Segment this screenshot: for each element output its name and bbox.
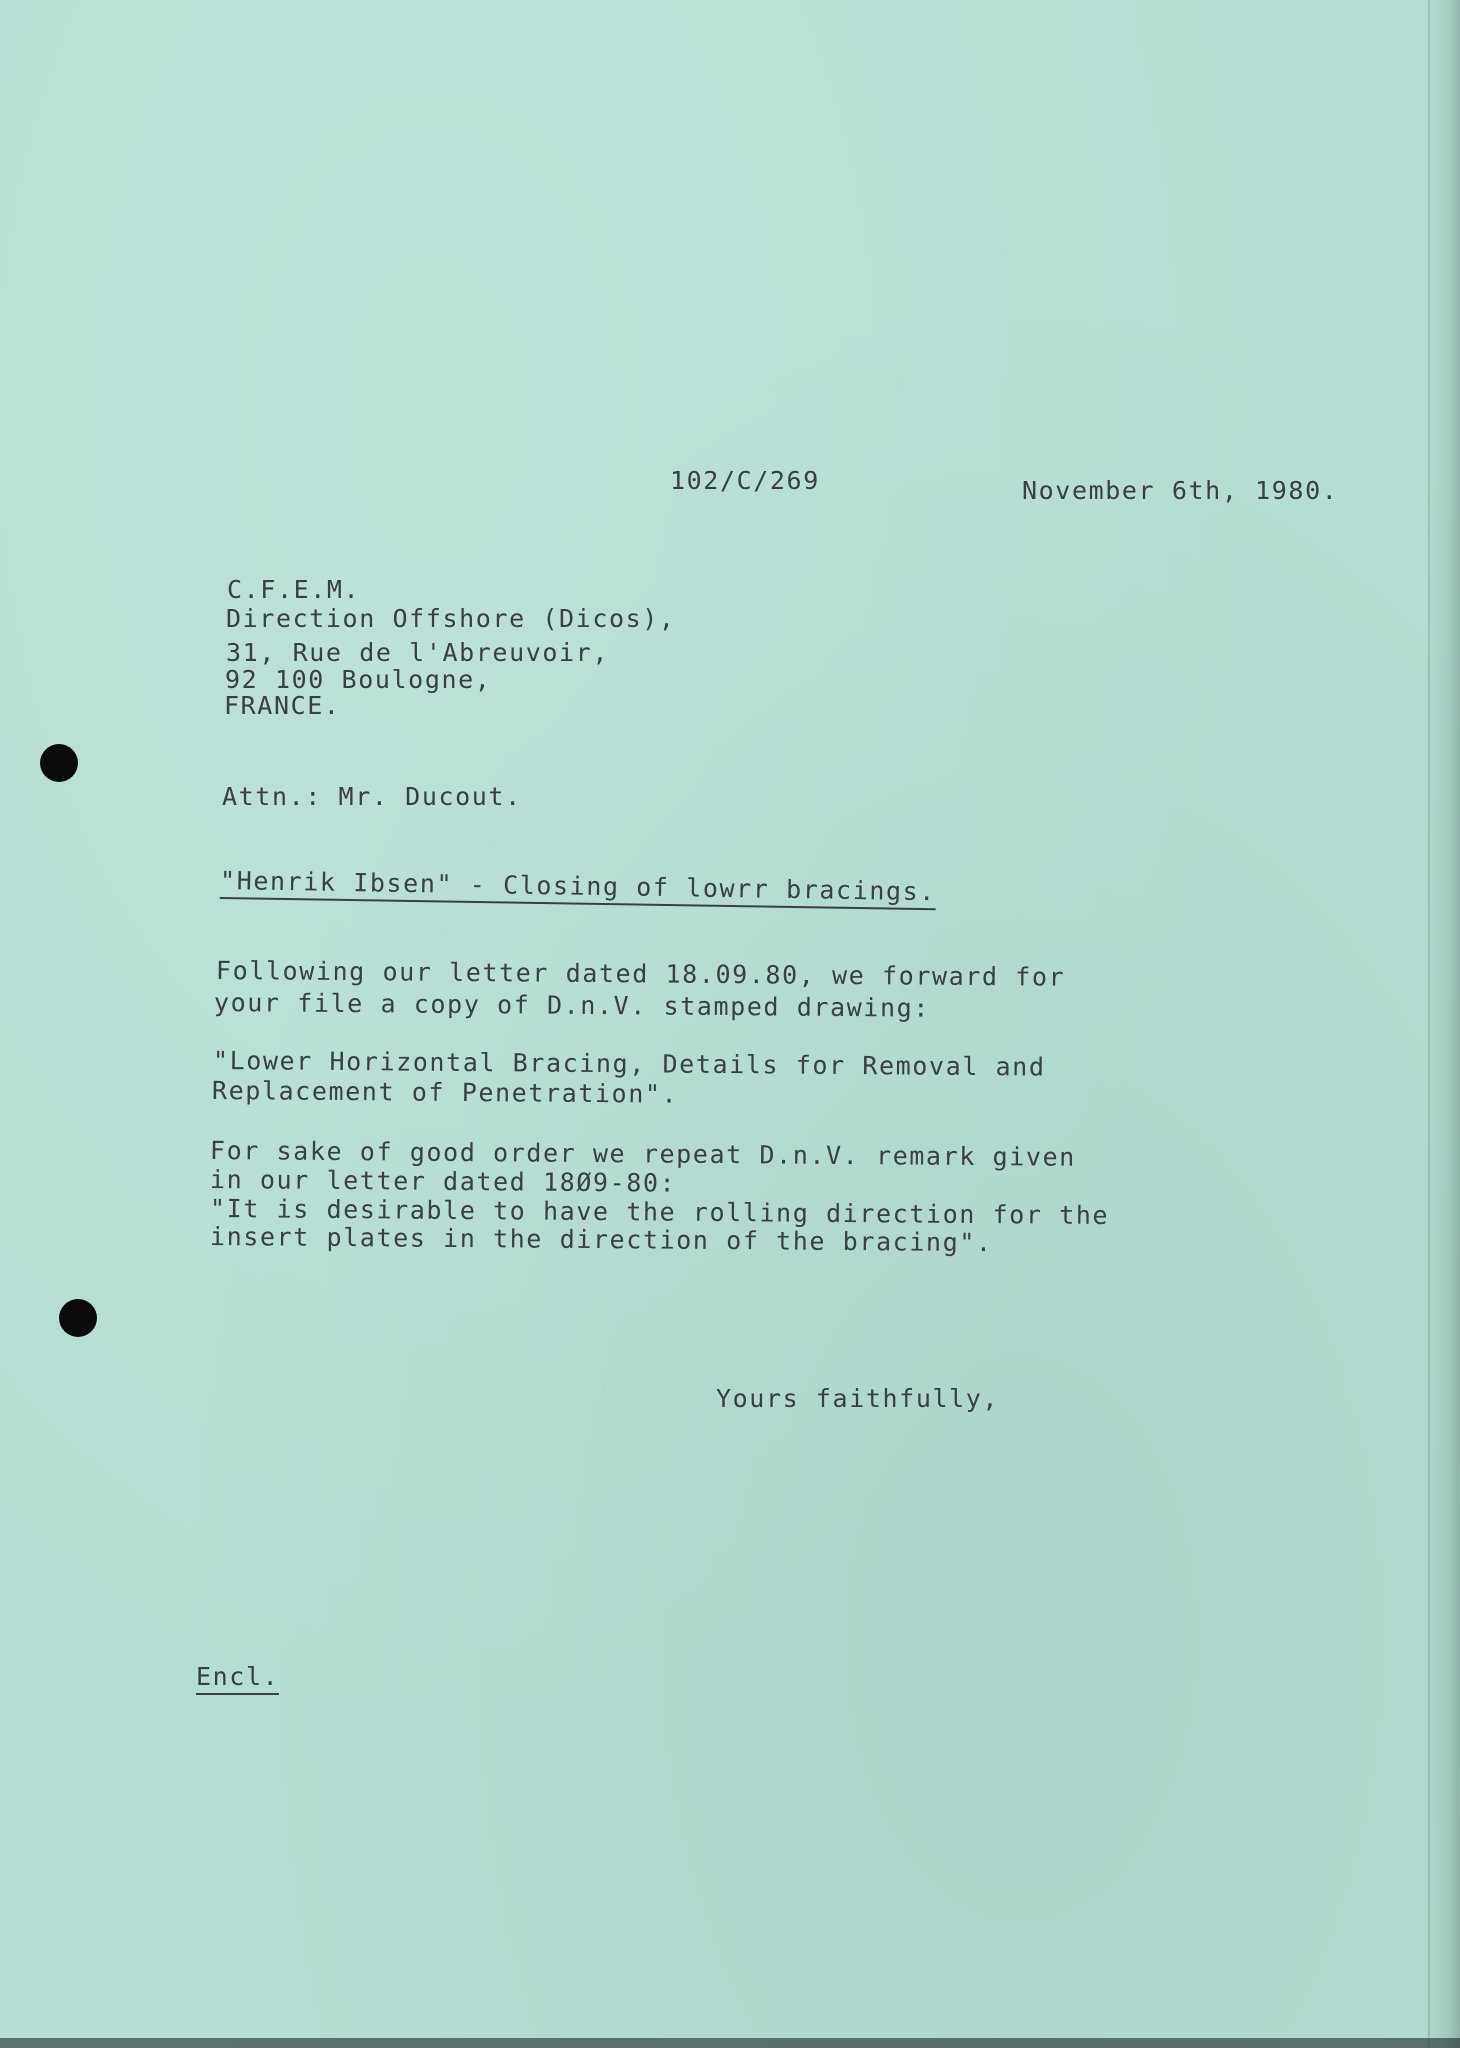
address-line: C.F.E.M. xyxy=(227,575,361,604)
scan-bottom-edge xyxy=(0,2038,1460,2048)
body-text-line: insert plates in the direction of the bracing". xyxy=(209,1222,993,1258)
address-line: 31, Rue de l'Abreuvoir, xyxy=(226,638,609,667)
closing-salutation: Yours faithfully, xyxy=(716,1384,1000,1413)
body-text-line: For sake of good order we repeat D.n.V. remark given xyxy=(209,1136,1076,1172)
attention-line: Attn.: Mr. Ducout. xyxy=(222,782,522,811)
body-text-line: "Lower Horizontal Bracing, Details for Removal and xyxy=(212,1046,1046,1082)
punch-hole-top xyxy=(40,744,78,782)
address-line: 92 100 Boulogne, xyxy=(225,665,492,694)
punch-hole-bottom xyxy=(59,1299,97,1337)
body-text-line: Replacement of Penetration". xyxy=(211,1076,679,1109)
body-text-line: in our letter dated 18Ø9-80: xyxy=(209,1165,677,1198)
body-text-line: "It is desirable to have the rolling direction for the xyxy=(209,1194,1110,1231)
letter-date: November 6th, 1980. xyxy=(1022,476,1339,505)
page-edge-line xyxy=(1428,0,1430,2048)
subject-line: "Henrik Ibsen" - Closing of lowrr bracings. xyxy=(220,868,936,910)
enclosure-label: Encl. xyxy=(196,1664,279,1695)
body-text-line: Following our letter dated 18.09.80, we forward for xyxy=(215,956,1066,992)
address-line: FRANCE. xyxy=(224,691,341,720)
address-line: Direction Offshore (Dicos), xyxy=(226,604,676,633)
reference-number: 102/C/269 xyxy=(670,466,820,495)
body-text-line: your file a copy of D.n.V. stamped drawing: xyxy=(213,988,931,1023)
